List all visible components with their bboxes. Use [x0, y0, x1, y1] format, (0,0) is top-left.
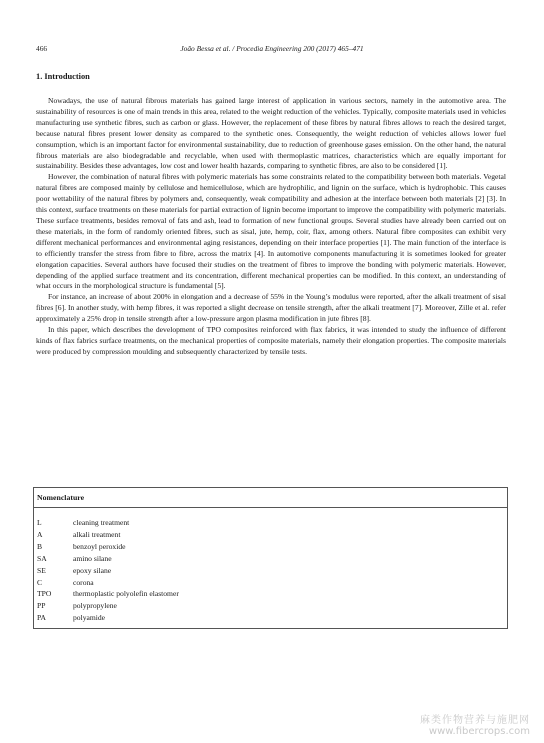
paragraph-1: Nowadays, the use of natural fibrous materials has gained large interest of application in various sectors, namely in the automotive area. The sustainability of resources is one of main trends in this area, related to the weight reduction of the vehicles. Typically, composite materials used in vehicles manufacturing use synthetic fibres, such as carbon or glass. However, the replacement of these fibres by natural fibres allows to reach the desired target, because natural fibres present lower density as compared to the synthetic ones. Consequently, the weight reduction of vehicles allows lower fuel consumption, which is an important factor for environmental sustainability, due to reduction of greenhouse gases emission. On the other hand, the natural fibrous materials are also biodegradable and recyclable, when used with thermoplastic matrices, characteristics which are equally important for sustainability. Besides these advantages, low cost and lower health hazards, comparing to synthetic fibres, are also to be considered [1].: [36, 96, 506, 171]
nomenclature-box: [33, 487, 508, 629]
nomenclature-abbr: PA: [37, 613, 47, 623]
nomenclature-abbr: A: [37, 529, 43, 539]
watermark-site-name: 麻类作物营养与施肥网: [420, 715, 530, 726]
nomenclature-definition: alkali treatment: [73, 529, 121, 539]
nomenclature-title: Nomenclature: [37, 493, 85, 502]
nomenclature-divider: [34, 507, 507, 508]
nomenclature-abbr: TPO: [37, 589, 52, 599]
nomenclature-row: [37, 612, 179, 624]
nomenclature-abbr: SE: [37, 565, 46, 575]
nomenclature-abbr: L: [37, 518, 42, 527]
nomenclature-list: [37, 517, 179, 624]
nomenclature-row: [37, 517, 179, 529]
nomenclature-definition: corona: [73, 577, 94, 587]
nomenclature-abbr: B: [37, 541, 43, 551]
nomenclature-row: [37, 588, 179, 600]
nomenclature-definition: thermoplastic polyolefin elastomer: [73, 589, 179, 599]
body-text: [36, 96, 506, 358]
watermark-url: www.fibercrops.com: [428, 726, 530, 737]
nomenclature-definition: polyamide: [73, 613, 106, 623]
nomenclature-definition: polypropylene: [73, 601, 117, 611]
nomenclature-definition: cleaning treatment: [73, 518, 130, 527]
nomenclature-row: [37, 553, 179, 565]
page-number: 466: [36, 44, 48, 53]
nomenclature-definition: benzoyl peroxide: [73, 541, 126, 551]
paragraph-4: In this paper, which describes the development of TPO composites reinforced with flax fabrics, it was intended to study the influence of different kinds of flax fabrics surface treatments, on the mechanical properties of composite materials, namely their elongation properties. The composite materials were produced by compression moulding and subsequently characterized by tensile tests.: [36, 325, 506, 356]
nomenclature-abbr: SA: [37, 553, 47, 563]
paragraph-2: However, the combination of natural fibres with polymeric materials has some constraints related to the compatibility between both materials. Vegetal natural fibres are composed mainly by cellulose and hemicellulose, which are hydrophilic, and lignin on the surface, which is hydrophobic. This causes poor wettability of the natural fibres by polymers and, consequently, weak compatibility and adhesion at the interface between both materials [2] [3]. In this context, surface treatments on these materials for partial extraction of lignin become important to improve the compatibility with polymeric materials. These surface treatments, besides removal of fats and ash, lead to formation of new functional groups. Several studies have already been carried out on these materials, in the form of randomly oriented fibres, such as sisal, jute, hemp, coir, flax, among others. Natural fibre composites can exhibit very different mechanical performances and environmental aging resistances, depending on their interface properties [1]. The main function of the interface is to efficiently transfer the stress from fibre to fibre, across the matrix [4]. In automotive components manufacturing it is sometimes looked for greater elongation capacities. Several authors have focused their studies on the treatment of fibres to improve the bonding with polymeric materials. However, depending of the applied surface treatment and its concentration, different mechanical properties can be modified. In this context, an understanding of what occurs in the morphological structure is fundamental [5].: [36, 172, 506, 291]
watermark: [420, 711, 530, 737]
nomenclature-row: [37, 541, 179, 553]
nomenclature-abbr: C: [37, 577, 43, 587]
nomenclature-row: [37, 577, 179, 589]
nomenclature-definition: epoxy silane: [73, 565, 112, 575]
running-title: João Bessa et al. / Procedia Engineering 200 (2017) 465–471: [180, 44, 364, 53]
section-heading: 1. Introduction: [36, 72, 90, 81]
nomenclature-row: [37, 565, 179, 577]
nomenclature-row: [37, 600, 179, 612]
nomenclature-definition: amino silane: [73, 553, 112, 563]
page-header: [36, 44, 508, 56]
nomenclature-row: [37, 529, 179, 541]
paragraph-3: For instance, an increase of about 200% in elongation and a decrease of 55% in the Young’s modulus were reported, after the alkali treatment of sisal fibres [6]. In another study, with hemp fibres, it was reported a slight decrease on tensile strength, after the alkali treatment [7]. Moreover, Zille et al. refer approximately a 25% drop in tensile strength after a low-pressure argon plasma modification in jute fibres [8].: [36, 292, 506, 324]
nomenclature-abbr: PP: [37, 601, 46, 611]
